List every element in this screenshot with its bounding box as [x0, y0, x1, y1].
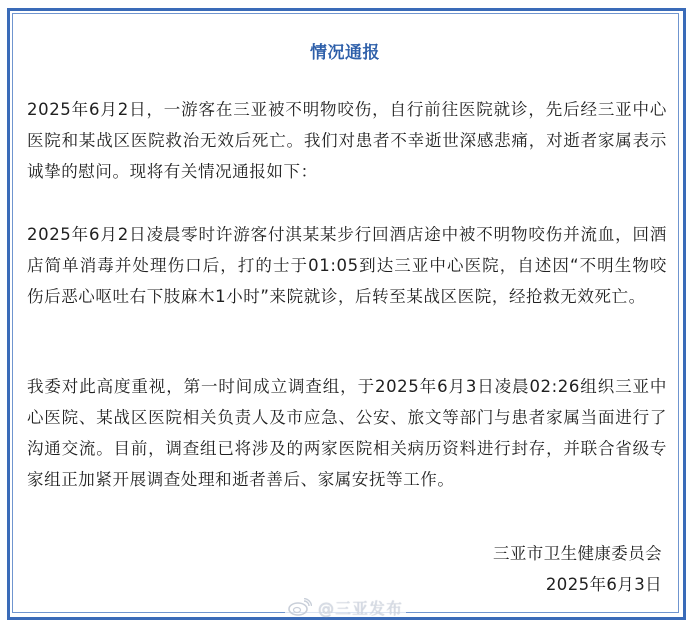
weibo-watermark	[285, 597, 406, 617]
signature-date: 2025年6月3日	[545, 575, 662, 594]
watermark-text: @三亚发布	[318, 598, 404, 618]
paragraph-incident-details: 2025年6月2日凌晨零时许游客付淇某某步行回酒店途中被不明物咬伤并流血，回酒店简单消毒并处理伤口后，打的士于01:05到达三亚中心医院，自述因“不明生物咬伤后恶心呕吐右下肢麻木1小时”来院就诊，后转至某战区医院，经抢救无效死亡。	[27, 225, 667, 306]
paragraph-investigation: 我委对此高度重视，第一时间成立调查组，于2025年6月3日凌晨02:26组织三亚中心医院、某战区医院相关负责人及市应急、公安、旅文等部门与患者家属当面进行了沟通交流。目前，调查组已将涉及的两家医院相关病历资料进行封存，并联合省级专家组正加紧开展调查处理和逝者善后、家属安抚等工作。	[27, 377, 667, 489]
paragraph-intro: 2025年6月2日，一游客在三亚被不明物咬伤，自行前往医院就诊，先后经三亚中心医院和某战区医院救治无效后死亡。我们对患者不幸逝世深感悲痛，对逝者家属表示诚挚的慰问。现将有关情况通报如下：	[27, 100, 667, 181]
signature-organization: 三亚市卫生健康委员会	[493, 544, 662, 563]
weibo-icon	[288, 598, 312, 616]
document-title: 情况通报	[310, 43, 380, 63]
